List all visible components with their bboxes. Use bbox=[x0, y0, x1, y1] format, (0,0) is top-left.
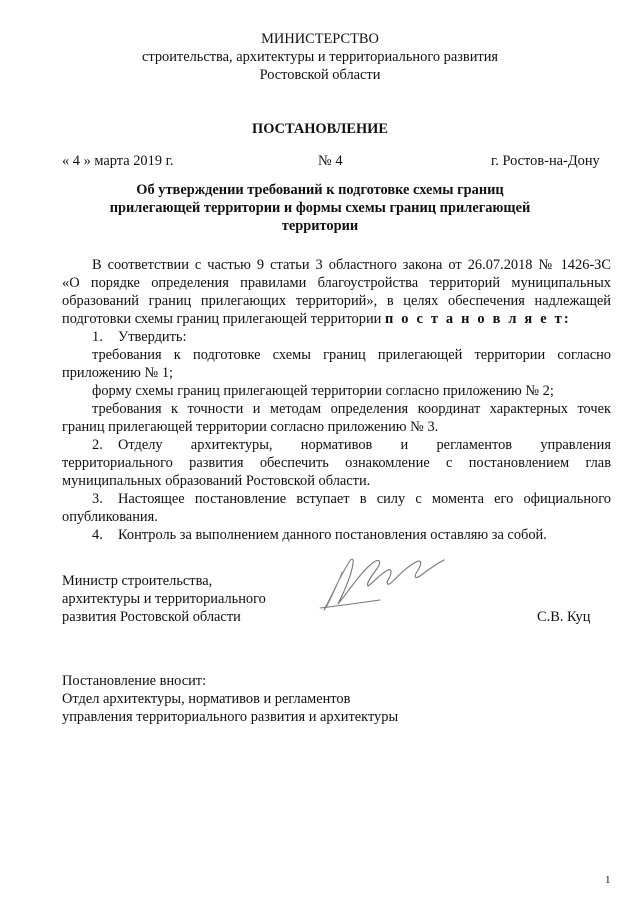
page-number: 1 bbox=[605, 874, 611, 886]
signatory-title: развития Ростовской области bbox=[62, 609, 241, 625]
preamble-line bbox=[62, 310, 571, 328]
item-sub-line: форму схемы границ прилегающей территории согласно приложению № 2; bbox=[92, 383, 554, 399]
item-sub-line: границ прилегающей территории согласно приложению № 3. bbox=[62, 419, 439, 435]
submitted-by-label: Постановление вносит: bbox=[62, 673, 207, 689]
submitting-department: Отдел архитектуры, нормативов и регламентов bbox=[62, 691, 351, 707]
doc-title-line: территории bbox=[281, 218, 359, 234]
preamble-line: «О порядке определения правилами благоустройства территорий муниципальных bbox=[62, 275, 611, 291]
resolves-word: п о с т а н о в л я е т: bbox=[384, 311, 571, 327]
item-text: Контроль за выполнением данного постановления оставляю за собой. bbox=[118, 527, 547, 543]
signatory-name: С.В. Куц bbox=[537, 609, 591, 625]
item-sub-line: требования к подготовке схемы границ прилегающей территории согласно bbox=[92, 347, 611, 363]
preamble-text: подготовки схемы границ прилегающей территории bbox=[62, 311, 382, 327]
signatory-title: Министр строительства, bbox=[62, 573, 213, 589]
doc-type: ПОСТАНОВЛЕНИЕ bbox=[252, 121, 388, 137]
doc-date: « 4 » марта 2019 г. bbox=[62, 153, 174, 169]
item-text: муниципальных образований Ростовской области. bbox=[62, 473, 371, 489]
ministry-region: Ростовской области bbox=[259, 67, 381, 83]
item-number: 1. bbox=[92, 329, 103, 345]
item-text: Настоящее постановление вступает в силу с момента его официального bbox=[118, 491, 611, 507]
item-text: Утвердить: bbox=[118, 329, 187, 345]
doc-number: № 4 bbox=[318, 153, 343, 169]
item-number: 4. bbox=[92, 527, 103, 543]
doc-title-line: Об утверждении требований к подготовке схемы границ bbox=[136, 182, 504, 198]
item-sub-line: требования к точности и методам определения координат характерных точек bbox=[92, 401, 611, 417]
submitting-department: управления территориального развития и архитектуры bbox=[62, 709, 399, 725]
doc-city: г. Ростов-на-Дону bbox=[491, 153, 600, 169]
item-number: 2. bbox=[92, 437, 103, 453]
item-sub-line: приложению № 1; bbox=[62, 365, 174, 381]
item-number: 3. bbox=[92, 491, 103, 507]
item-text: опубликования. bbox=[62, 509, 158, 525]
item-text: территориального развития обеспечить ознакомление с постановлением глав bbox=[62, 455, 611, 471]
ministry-subtitle: строительства, архитектуры и территориального развития bbox=[141, 49, 499, 65]
item-text: Отделу архитектуры, нормативов и регламентов управления bbox=[118, 437, 611, 453]
doc-title-line: прилегающей территории и формы схемы границ прилегающей bbox=[109, 200, 531, 216]
preamble-line: В соответствии с частью 9 статьи 3 областного закона от 26.07.2018 № 1426-ЗС bbox=[92, 257, 611, 273]
ministry-title: МИНИСТЕРСТВО bbox=[261, 31, 379, 47]
signatory-title: архитектуры и территориального bbox=[62, 591, 266, 607]
preamble-line: образований границ прилегающих территорий», в целях обеспечения надлежащей bbox=[62, 293, 611, 309]
handwritten-signature bbox=[318, 548, 450, 618]
